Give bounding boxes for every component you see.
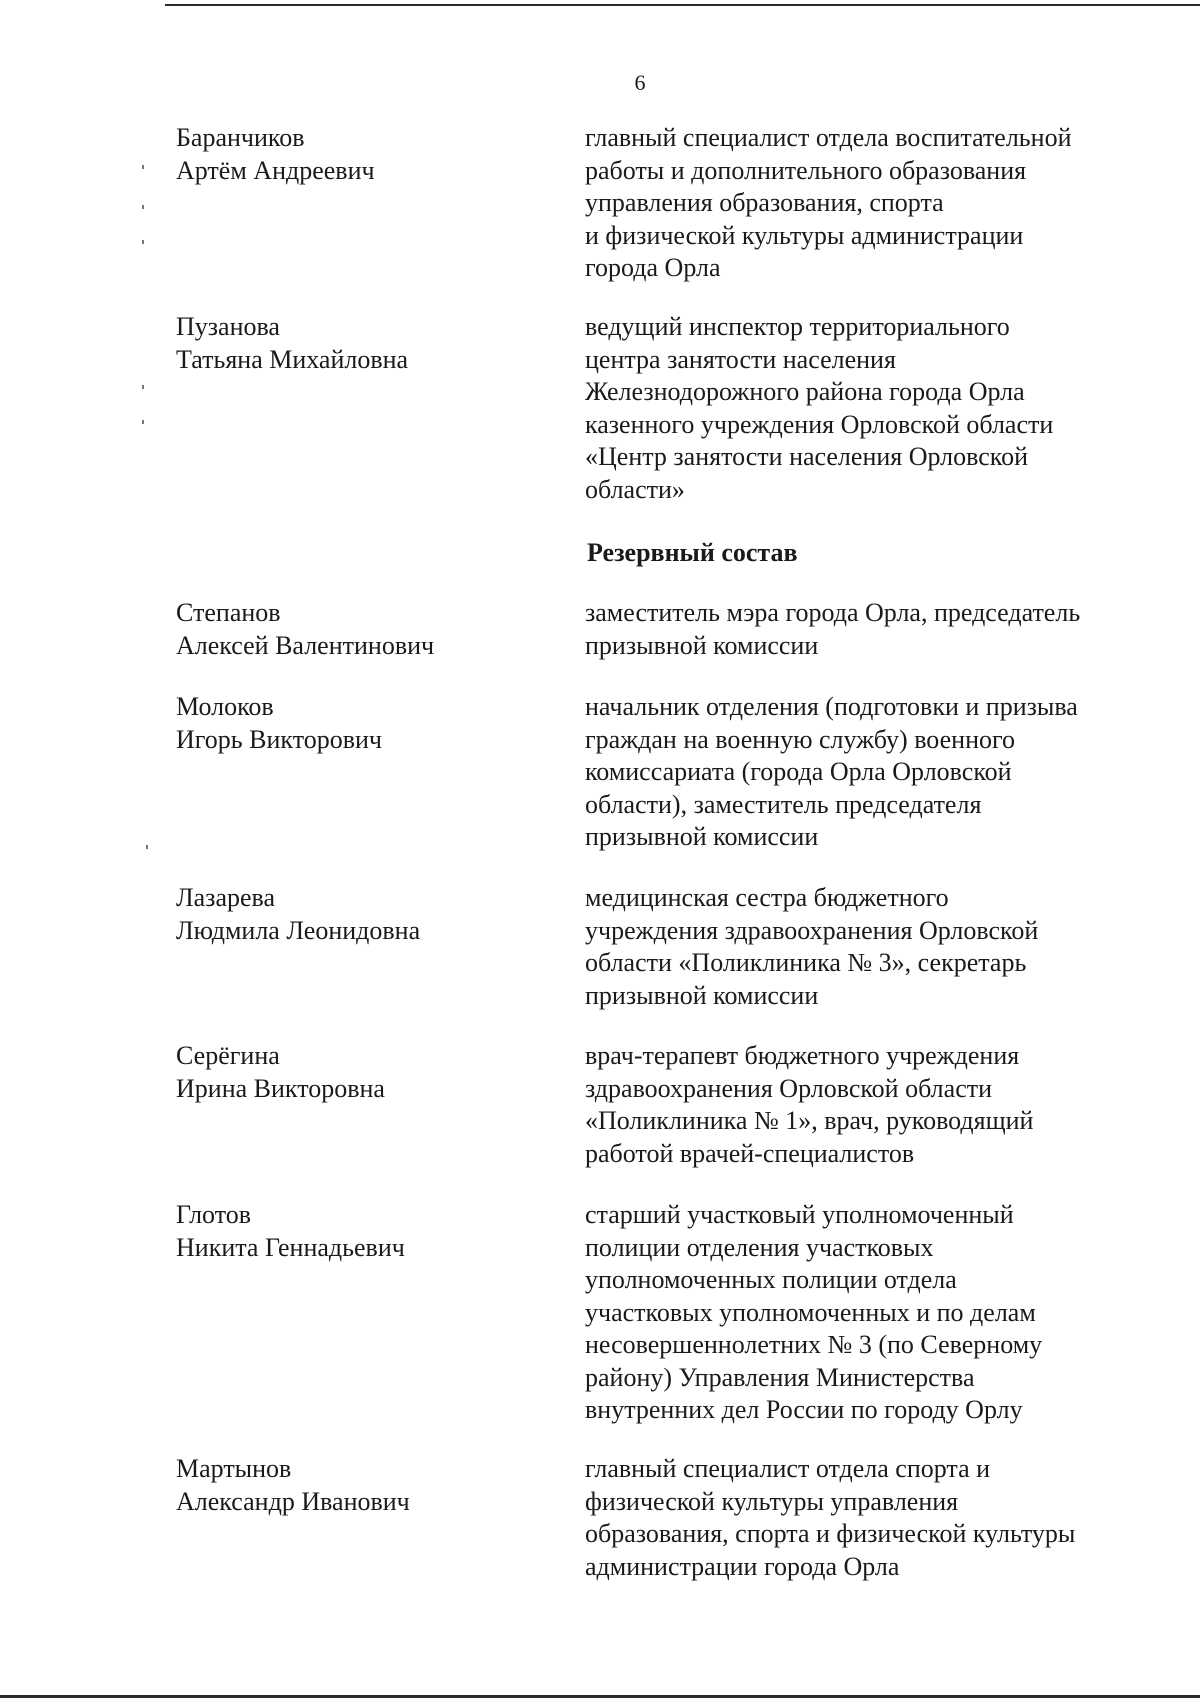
member-given-names: Игорь Викторович — [176, 724, 382, 754]
scan-speck — [146, 845, 148, 849]
role-line: области), заместитель председателя — [585, 789, 982, 819]
scan-speck — [142, 165, 144, 169]
member-name — [176, 1453, 556, 1518]
role-line: учреждения здравоохранения Орловской — [585, 915, 1039, 945]
member-name — [176, 311, 556, 376]
role-line: начальник отделения (подготовки и призыва — [585, 692, 1078, 721]
role-line: внутренних дел России по городу Орлу — [585, 1395, 1023, 1424]
member-surname: Молоков — [176, 692, 274, 721]
role-line: администрации города Орла — [585, 1551, 900, 1581]
member-role — [585, 1453, 1145, 1583]
member-name — [176, 882, 556, 947]
member-name — [176, 1040, 556, 1105]
role-line: медицинская сестра бюджетного — [585, 883, 949, 912]
role-line: участковых уполномоченных и по делам — [585, 1297, 1036, 1327]
reserve-section-heading: Резервный состав — [587, 538, 798, 567]
page-number: 6 — [634, 70, 646, 95]
member-role — [585, 1199, 1145, 1427]
role-line: ведущий инспектор территориального — [585, 312, 1010, 341]
member-given-names: Людмила Леонидовна — [176, 915, 421, 945]
role-line: физической культуры управления — [585, 1486, 959, 1516]
role-line: управления образования, спорта — [585, 188, 944, 217]
role-line: призывной комиссии — [585, 822, 819, 851]
role-line: «Центр занятости населения Орловской — [585, 442, 1029, 471]
member-given-names: Татьяна Михайловна — [176, 344, 409, 374]
role-line: комиссариата (города Орла Орловской — [585, 757, 1012, 786]
scan-speck — [142, 420, 144, 424]
member-name — [176, 122, 556, 187]
role-line: граждан на военную службу) военного — [585, 724, 1016, 754]
role-line: центра занятости населения — [585, 344, 896, 374]
member-surname: Глотов — [176, 1200, 252, 1229]
role-line: города Орла — [585, 253, 721, 282]
role-line: здравоохранения Орловской области — [585, 1073, 993, 1103]
role-line: области» — [585, 474, 685, 504]
member-given-names: Ирина Викторовна — [176, 1073, 385, 1103]
member-surname: Пузанова — [176, 312, 280, 341]
role-line: Железнодорожного района города Орла — [585, 377, 1025, 406]
member-surname: Серёгина — [176, 1041, 280, 1070]
role-line: области «Поликлиника № 3», секретарь — [585, 948, 1027, 977]
scan-speck — [142, 240, 144, 244]
member-role — [585, 122, 1145, 285]
member-given-names: Артём Андреевич — [176, 155, 375, 185]
role-line: уполномоченных полиции отдела — [585, 1265, 957, 1294]
role-line: старший участковый уполномоченный — [585, 1200, 1014, 1229]
role-line: и физической культуры администрации — [585, 220, 1024, 250]
member-role — [585, 597, 1145, 662]
role-line: несовершеннолетних № 3 (по Северному — [585, 1330, 1043, 1359]
scan-speck — [142, 385, 144, 389]
member-surname: Степанов — [176, 598, 281, 627]
role-line: работой врачей-специалистов — [585, 1138, 915, 1168]
role-line: казенного учреждения Орловской области — [585, 409, 1054, 439]
member-role — [585, 882, 1145, 1012]
member-role — [585, 1040, 1145, 1170]
role-line: врач-терапевт бюджетного учреждения — [585, 1041, 1020, 1070]
member-given-names: Никита Геннадьевич — [176, 1232, 405, 1262]
role-line: призывной комиссии — [585, 630, 819, 660]
member-name — [176, 597, 556, 662]
role-line: работы и дополнительного образования — [585, 155, 1027, 185]
scan-speck — [142, 205, 144, 209]
role-line: полиции отделения участковых — [585, 1232, 934, 1262]
role-line: району) Управления Министерства — [585, 1362, 975, 1392]
role-line: главный специалист отдела воспитательной — [585, 123, 1072, 152]
member-role — [585, 311, 1145, 506]
member-surname: Лазарева — [176, 883, 275, 912]
role-line: «Поликлиника № 1», врач, руководящий — [585, 1106, 1034, 1135]
role-line: заместитель мэра города Орла, председатель — [585, 598, 1081, 627]
member-role — [585, 691, 1145, 854]
member-surname: Баранчиков — [176, 123, 305, 152]
scan-edge-bottom — [0, 1695, 1200, 1698]
member-name — [176, 691, 556, 756]
member-given-names: Александр Иванович — [176, 1486, 410, 1516]
scan-edge-top — [165, 4, 1200, 6]
member-surname: Мартынов — [176, 1454, 292, 1483]
member-given-names: Алексей Валентинович — [176, 630, 435, 660]
member-name — [176, 1199, 556, 1264]
role-line: главный специалист отдела спорта и — [585, 1454, 991, 1483]
role-line: призывной комиссии — [585, 980, 819, 1010]
role-line: образования, спорта и физической культуры — [585, 1519, 1076, 1548]
